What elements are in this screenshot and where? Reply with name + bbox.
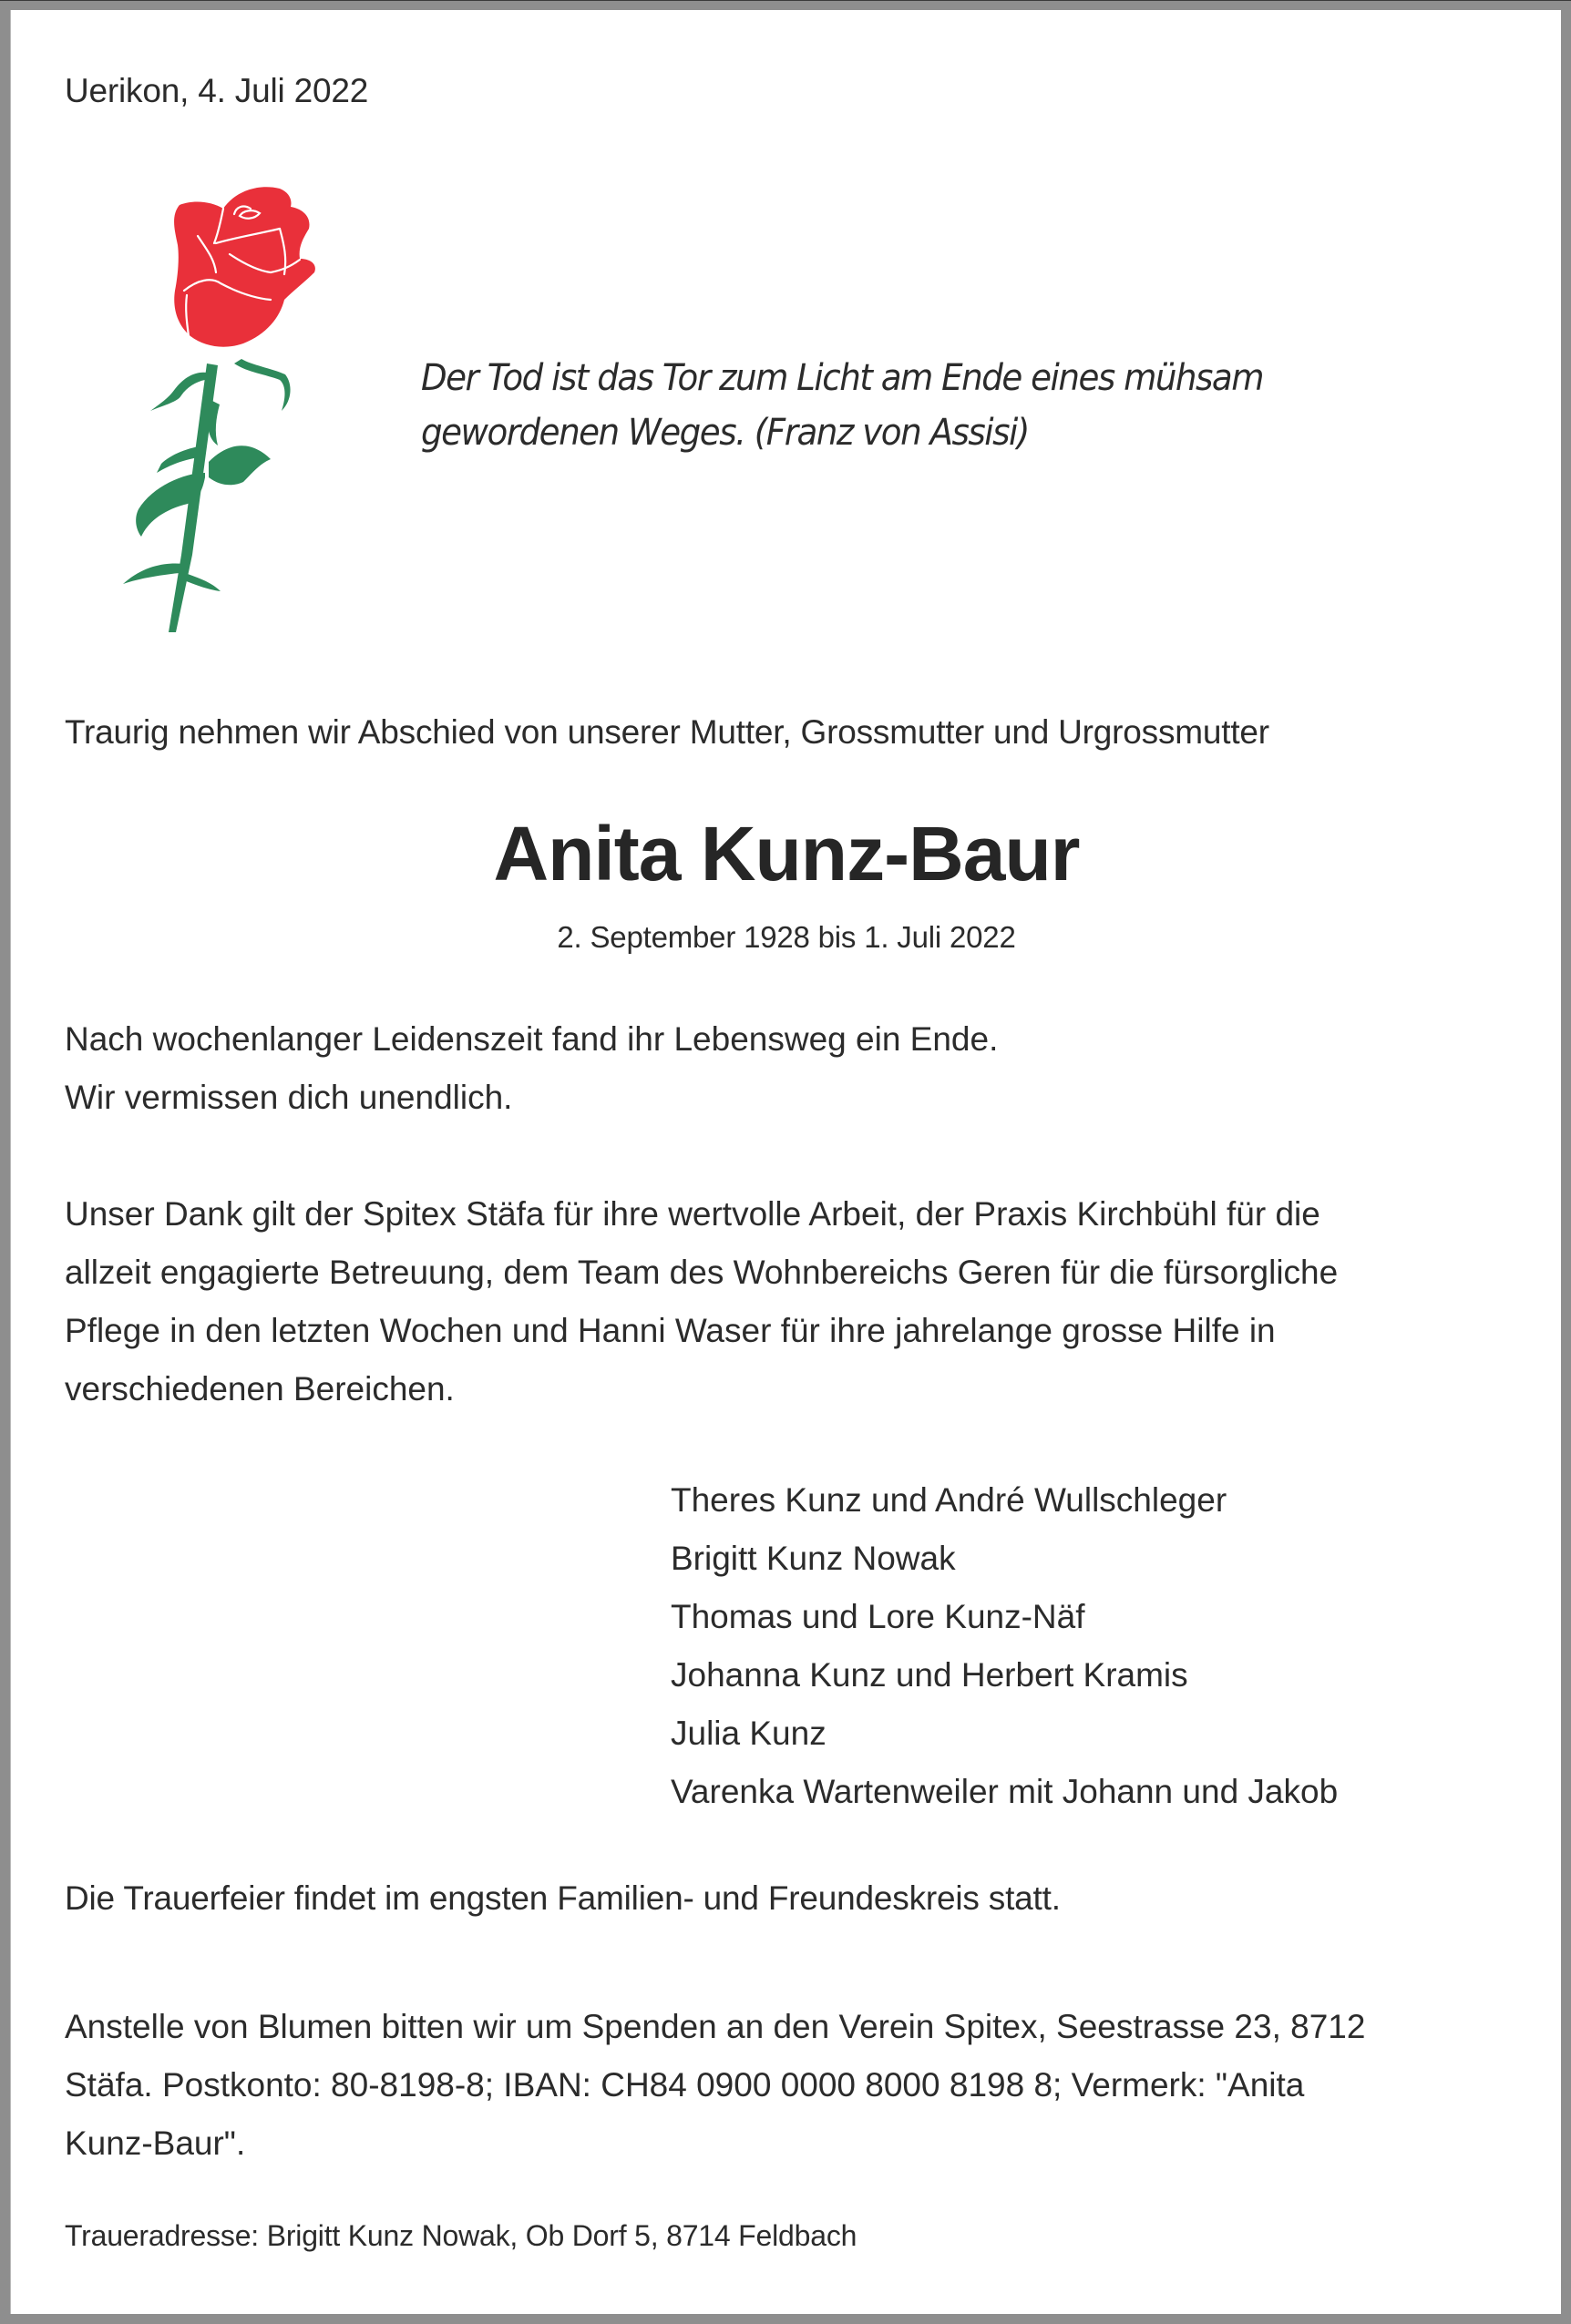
- quote-line: Der Tod ist das Tor zum Licht am Ende eines mühsam: [421, 357, 1263, 399]
- message-line: Wir vermissen dich unendlich.: [65, 1079, 513, 1116]
- message-line: Nach wochenlanger Leidenszeit fand ihr Lebensweg ein Ende.: [65, 1020, 999, 1058]
- rose-bloom: [174, 187, 315, 346]
- mourner-name: Julia Kunz: [671, 1715, 827, 1752]
- window-top-edge: [0, 0, 1571, 1]
- donation-line: Kunz-Baur".: [65, 2124, 246, 2162]
- quote-line: gewordenen Weges. (Franz von Assisi): [421, 412, 1029, 454]
- donation-line: Anstelle von Blumen bitten wir um Spenden an den Verein Spitex, Seestrasse 23, 8712: [65, 2008, 1366, 2045]
- thanks-line: verschiedenen Bereichen.: [65, 1370, 455, 1408]
- mourners-list: [671, 1471, 1338, 1821]
- place-date: Uerikon, 4. Juli 2022: [65, 72, 369, 109]
- thanks-line: allzeit engagierte Betreuung, dem Team des Wohnbereichs Geren für die fürsorgliche: [65, 1254, 1339, 1291]
- thanks-line: Unser Dank gilt der Spitex Stäfa für ihre wertvolle Arbeit, der Praxis Kirchbühl für die: [65, 1195, 1320, 1233]
- obituary-page: [10, 10, 1561, 2314]
- thanks-paragraph: [65, 1185, 1338, 1418]
- red-rose-icon: [98, 172, 344, 637]
- rose-stem: [123, 359, 291, 632]
- deceased-name: Anita Kunz-Baur: [493, 811, 1080, 896]
- thanks-line: Pflege in den letzten Wochen und Hanni Waser für ihre jahrelange grosse Hilfe in: [65, 1312, 1276, 1349]
- mourning-address: Traueradresse: Brigitt Kunz Nowak, Ob Dorf 5, 8714 Feldbach: [65, 2219, 857, 2252]
- ceremony-note: Die Trauerfeier findet im engsten Familien- und Freundeskreis statt.: [65, 1879, 1061, 1917]
- mourner-name: Theres Kunz und André Wullschleger: [671, 1481, 1227, 1519]
- donation-paragraph: [65, 1998, 1365, 2173]
- quote: [421, 351, 1263, 460]
- life-dates: 2. September 1928 bis 1. Juli 2022: [557, 920, 1016, 954]
- announcement-intro: Traurig nehmen wir Abschied von unserer Mutter, Grossmutter und Urgrossmutter: [65, 713, 1269, 751]
- mourner-name: Brigitt Kunz Nowak: [671, 1540, 956, 1577]
- mourner-name: Varenka Wartenweiler mit Johann und Jakob: [671, 1773, 1339, 1810]
- mourner-name: Thomas und Lore Kunz-Näf: [671, 1598, 1085, 1635]
- donation-line: Stäfa. Postkonto: 80-8198-8; IBAN: CH84 0900 0000 8000 8198 8; Vermerk: "Anita: [65, 2066, 1305, 2104]
- message-paragraph: [65, 1010, 998, 1127]
- mourner-name: Johanna Kunz und Herbert Kramis: [671, 1656, 1188, 1694]
